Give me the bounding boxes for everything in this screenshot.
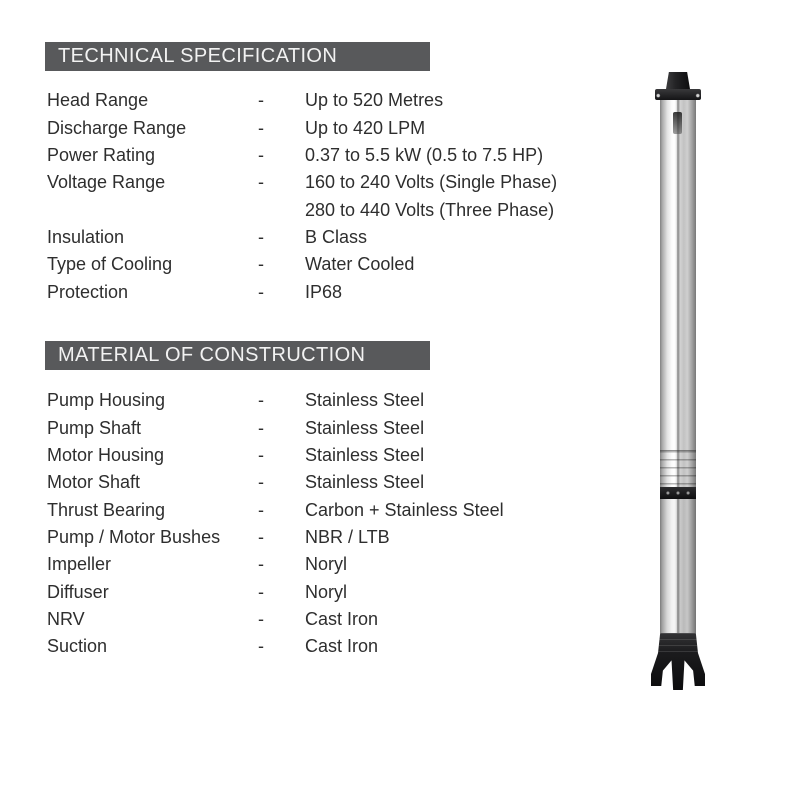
spec-label: Power Rating (47, 144, 156, 165)
pump-coupling-band (660, 487, 696, 499)
spec-separator: - (258, 444, 264, 465)
spec-separator: - (258, 281, 264, 302)
spec-label: Head Range (47, 90, 149, 111)
spec-value: Water Cooled (305, 254, 415, 275)
spec-value: Carbon + Stainless Steel (305, 499, 504, 520)
spec-separator: - (258, 254, 264, 275)
spec-row (47, 469, 637, 496)
spec-separator: - (258, 144, 264, 165)
spec-separator: - (258, 499, 264, 520)
spec-row (47, 578, 637, 605)
pump-valve-section (660, 450, 696, 487)
spec-label: Suction (47, 636, 108, 657)
spec-row (47, 251, 637, 278)
spec-label: Voltage Range (47, 172, 166, 193)
spec-separator: - (258, 526, 264, 547)
spec-value: B Class (305, 226, 368, 247)
spec-label: Motor Housing (47, 444, 165, 465)
spec-separator: - (258, 417, 264, 438)
pump-discharge-collar (655, 89, 701, 100)
spec-row (47, 524, 637, 551)
technical-specification-rows (47, 87, 637, 306)
spec-row (47, 142, 637, 169)
spec-label: Diffuser (47, 581, 109, 602)
spec-label: Pump Housing (47, 390, 166, 411)
spec-label: Pump / Motor Bushes (47, 526, 221, 547)
spec-row (47, 606, 637, 633)
spec-value: Stainless Steel (305, 472, 425, 493)
spec-separator: - (258, 390, 264, 411)
submersible-pump-product-image (650, 72, 706, 690)
material-of-construction-rows (47, 387, 637, 660)
spec-value: Stainless Steel (305, 417, 425, 438)
spec-row (47, 633, 637, 660)
spec-row-continuation (47, 196, 637, 223)
section-title: MATERIAL OF CONSTRUCTION (58, 344, 366, 366)
spec-value: Stainless Steel (305, 444, 425, 465)
spec-row (47, 442, 637, 469)
spec-value: Noryl (305, 554, 348, 575)
spec-row (47, 114, 637, 141)
spec-label: Motor Shaft (47, 472, 141, 493)
spec-label: Thrust Bearing (47, 499, 166, 520)
spec-value: Cast Iron (305, 636, 379, 657)
spec-separator: - (258, 472, 264, 493)
spec-separator: - (258, 554, 264, 575)
spec-row (47, 224, 637, 251)
spec-value: 280 to 440 Volts (Three Phase) (305, 199, 555, 220)
pump-top-cap (666, 72, 690, 89)
spec-separator: - (258, 226, 264, 247)
pump-housing-body (660, 100, 696, 450)
spec-label: Impeller (47, 554, 112, 575)
spec-row (47, 387, 637, 414)
pump-motor-body (660, 499, 696, 633)
spec-label: Protection (47, 281, 129, 302)
section-title: TECHNICAL SPECIFICATION (58, 45, 338, 67)
material-of-construction-header-bar (45, 341, 430, 370)
spec-row (47, 414, 637, 441)
pump-suction-base (651, 633, 705, 690)
spec-label: Insulation (47, 226, 125, 247)
spec-separator: - (258, 608, 264, 629)
spec-value: IP68 (305, 281, 343, 302)
spec-separator: - (258, 90, 264, 111)
spec-value: Up to 420 LPM (305, 117, 426, 138)
spec-value: NBR / LTB (305, 526, 390, 547)
spec-value: Cast Iron (305, 608, 379, 629)
spec-separator: - (258, 581, 264, 602)
spec-separator: - (258, 636, 264, 657)
spec-value: Noryl (305, 581, 348, 602)
spec-label: Discharge Range (47, 117, 187, 138)
spec-row (47, 169, 637, 196)
spec-label: Type of Cooling (47, 254, 173, 275)
spec-value: Stainless Steel (305, 390, 425, 411)
spec-value: Up to 520 Metres (305, 90, 444, 111)
spec-label: Pump Shaft (47, 417, 142, 438)
spec-value: 0.37 to 5.5 kW (0.5 to 7.5 HP) (305, 144, 544, 165)
technical-specification-header-bar (45, 42, 430, 71)
spec-value: 160 to 240 Volts (Single Phase) (305, 172, 558, 193)
spec-separator: - (258, 172, 264, 193)
spec-row (47, 551, 637, 578)
spec-label: NRV (47, 608, 85, 629)
spec-row (47, 278, 637, 305)
spec-separator: - (258, 117, 264, 138)
spec-row (47, 496, 637, 523)
spec-row (47, 87, 637, 114)
pump-cable-guard (673, 112, 682, 134)
